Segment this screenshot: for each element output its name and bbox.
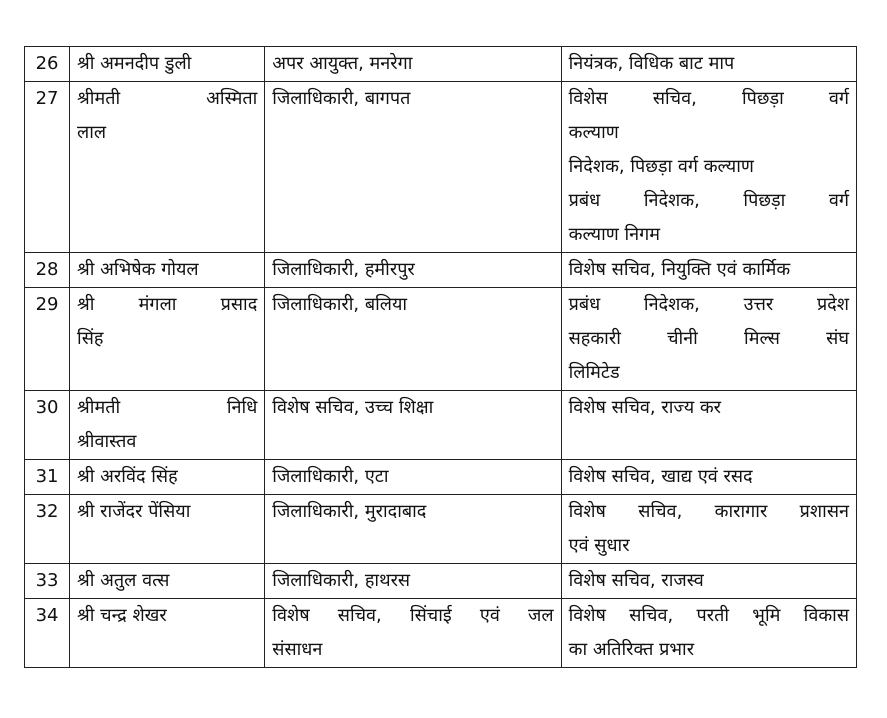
current-post-cell <box>265 47 561 82</box>
new-post-cell-line: विशेष सचिव, परती भूमि विकास <box>568 605 849 626</box>
new-post-cell <box>561 495 856 564</box>
transfer-table <box>24 46 857 668</box>
officer-name-cell-line: श्री अमनदीप डुली <box>77 53 192 74</box>
officer-name-cell-line: सिंह <box>77 328 104 349</box>
table-row <box>25 391 857 460</box>
new-post-cell-line: विशेष सचिव, खाद्य एवं रसद <box>568 466 753 487</box>
table-row <box>25 288 857 391</box>
officer-name-cell-line: श्रीमती अस्मिता <box>77 88 258 109</box>
new-post-cell-line: प्रबंध निदेशक, पिछड़ा वर्ग <box>568 190 849 211</box>
officer-name-cell-line: श्री अरविंद सिंह <box>77 466 178 487</box>
serial-number-cell: 27 <box>25 82 70 253</box>
serial-number-cell: 32 <box>25 495 70 564</box>
current-post-cell-line: संसाधन <box>272 639 323 660</box>
new-post-cell-line: विशेष सचिव, राजस्व <box>568 570 704 591</box>
officer-name-cell <box>70 564 265 599</box>
officer-name-cell <box>70 495 265 564</box>
officer-name-cell-line: श्रीवास्तव <box>77 431 137 452</box>
current-post-cell-line: जिलाधिकारी, बागपत <box>272 88 411 109</box>
current-post-cell-line: विशेष सचिव, सिंचाई एवं जल <box>272 605 554 626</box>
new-post-cell-line: विशेष सचिव, नियुक्ति एवं कार्मिक <box>568 259 791 280</box>
officer-name-cell-line: श्रीमती निधि <box>77 397 258 418</box>
serial-number-cell: 33 <box>25 564 70 599</box>
new-post-cell <box>561 391 856 460</box>
serial-number-cell: 31 <box>25 460 70 495</box>
current-post-cell-line: जिलाधिकारी, हमीरपुर <box>272 259 415 280</box>
table-row <box>25 253 857 288</box>
new-post-cell-line: विशेस सचिव, पिछड़ा वर्ग <box>568 88 849 109</box>
officer-name-cell <box>70 599 265 668</box>
current-post-cell <box>265 391 561 460</box>
officer-name-cell-line: लाल <box>77 122 107 143</box>
officer-name-cell-line: श्री राजेंदर पेंसिया <box>77 501 191 522</box>
serial-number-cell: 29 <box>25 288 70 391</box>
new-post-cell-line: कल्याण <box>568 122 619 143</box>
table-row <box>25 82 857 253</box>
new-post-cell-line: विशेष सचिव, कारागार प्रशासन <box>568 501 849 522</box>
new-post-cell-line: एवं सुधार <box>568 535 630 556</box>
new-post-cell-line: लिमिटेड <box>568 362 620 383</box>
current-post-cell-line: जिलाधिकारी, एटा <box>272 466 389 487</box>
new-post-cell-line: निदेशक, पिछड़ा वर्ग कल्याण <box>568 156 754 177</box>
new-post-cell <box>561 564 856 599</box>
officer-name-cell <box>70 82 265 253</box>
table-row <box>25 47 857 82</box>
current-post-cell <box>265 460 561 495</box>
new-post-cell <box>561 47 856 82</box>
current-post-cell <box>265 599 561 668</box>
current-post-cell-line: विशेष सचिव, उच्च शिक्षा <box>272 397 434 418</box>
new-post-cell-line: का अतिरिक्त प्रभार <box>568 639 695 660</box>
new-post-cell <box>561 288 856 391</box>
officer-name-cell <box>70 288 265 391</box>
new-post-cell <box>561 82 856 253</box>
current-post-cell <box>265 564 561 599</box>
current-post-cell-line: अपर आयुक्त, मनरेगा <box>272 53 413 74</box>
current-post-cell <box>265 82 561 253</box>
table-row <box>25 495 857 564</box>
serial-number-cell: 28 <box>25 253 70 288</box>
officer-name-cell-line: श्री चन्द्र शेखर <box>77 605 167 626</box>
officer-name-cell <box>70 391 265 460</box>
document-page <box>24 46 857 668</box>
officer-name-cell <box>70 460 265 495</box>
table-row <box>25 564 857 599</box>
current-post-cell <box>265 495 561 564</box>
officer-name-cell <box>70 253 265 288</box>
table-row <box>25 599 857 668</box>
new-post-cell <box>561 599 856 668</box>
new-post-cell-line: प्रबंध निदेशक, उत्तर प्रदेश <box>568 294 849 315</box>
new-post-cell <box>561 253 856 288</box>
officer-name-cell-line: श्री मंगला प्रसाद <box>77 294 258 315</box>
new-post-cell-line: नियंत्रक, विधिक बाट माप <box>568 53 735 74</box>
table-row <box>25 460 857 495</box>
table-body <box>25 47 857 668</box>
current-post-cell-line: जिलाधिकारी, बलिया <box>272 294 408 315</box>
new-post-cell <box>561 460 856 495</box>
officer-name-cell-line: श्री अभिषेक गोयल <box>77 259 199 280</box>
current-post-cell <box>265 288 561 391</box>
new-post-cell-line: विशेष सचिव, राज्य कर <box>568 397 722 418</box>
new-post-cell-line: सहकारी चीनी मिल्स संघ <box>568 328 849 349</box>
new-post-cell-line: कल्याण निगम <box>568 224 661 245</box>
current-post-cell-line: जिलाधिकारी, मुरादाबाद <box>272 501 427 522</box>
current-post-cell <box>265 253 561 288</box>
serial-number-cell: 30 <box>25 391 70 460</box>
officer-name-cell-line: श्री अतुल वत्स <box>77 570 170 591</box>
officer-name-cell <box>70 47 265 82</box>
serial-number-cell: 26 <box>25 47 70 82</box>
current-post-cell-line: जिलाधिकारी, हाथरस <box>272 570 411 591</box>
serial-number-cell: 34 <box>25 599 70 668</box>
